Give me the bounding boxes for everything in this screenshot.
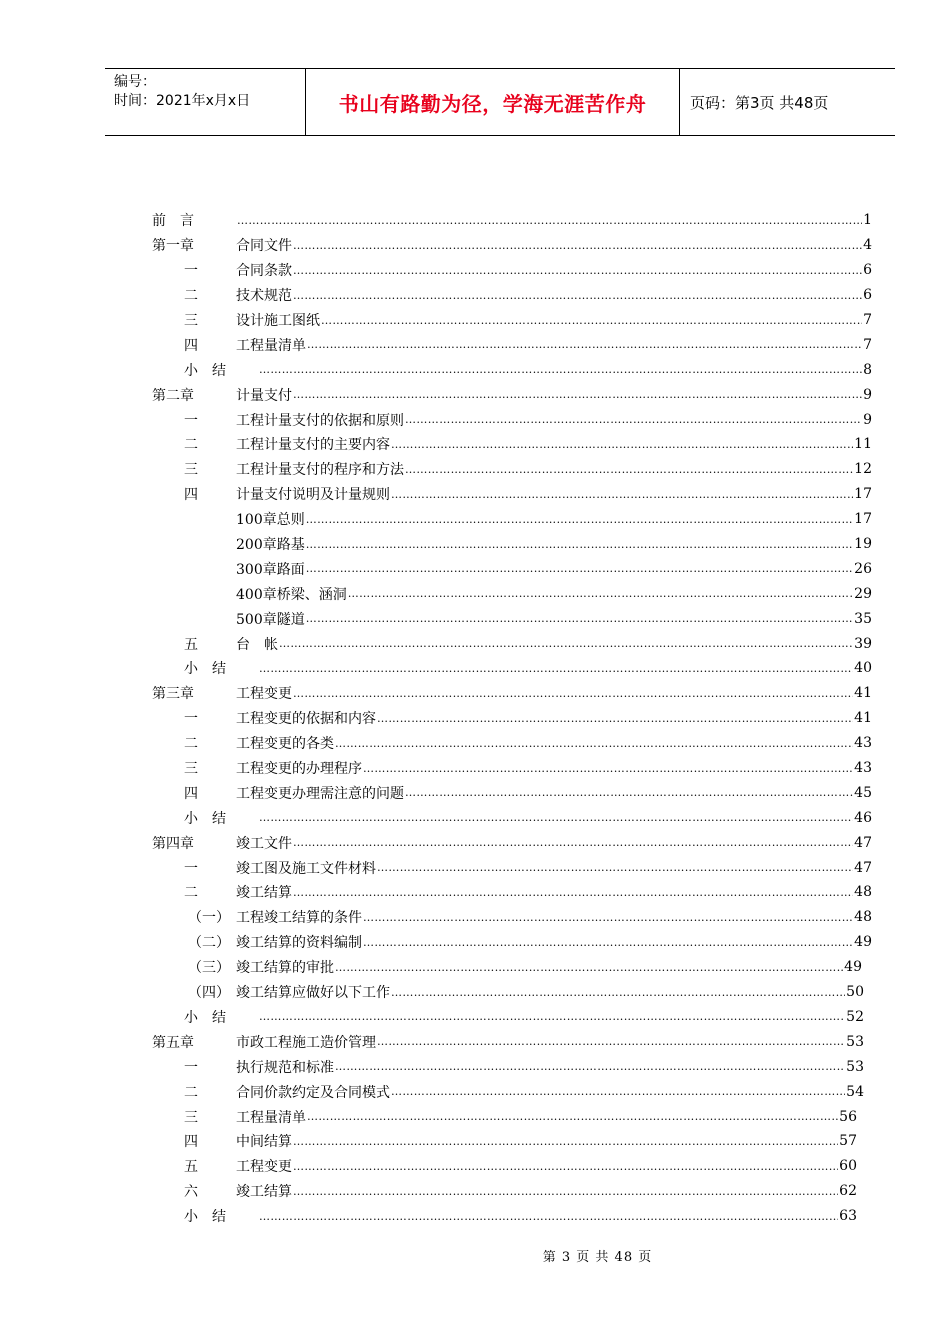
toc-entry-title: 中间结算 [236,1134,292,1151]
toc-entry[interactable] [152,581,872,606]
toc-entry-number: 一 [184,1059,198,1076]
toc-entry-number: 小 结 [184,810,226,827]
toc-entry-page: 56 [839,1108,857,1125]
toc-dot-leader [335,961,843,974]
toc-entry-title: 工程变更的办理程序 [236,761,362,778]
toc-dot-leader [293,886,853,899]
toc-entry-number: 第一章 [152,238,194,255]
toc-entry[interactable] [152,457,872,482]
toc-dot-leader [259,1010,845,1023]
footer-page-number: 第 3 页 共 48 页 [542,1250,653,1265]
toc-entry-number: 二 [184,736,198,753]
toc-entry-number: 二 [184,885,198,902]
toc-entry-number: 一 [184,263,198,280]
toc-entry-title: 市政工程施工造价管理 [236,1034,376,1051]
toc-entry-page: 17 [854,511,872,528]
toc-entry-title: 工程计量支付的程序和方法 [236,462,404,479]
toc-entry-number: 三 [184,313,198,329]
toc-dot-leader [405,463,853,476]
toc-entry-number: 四 [184,785,198,802]
toc-entry-title: 竣工结算 [236,1184,292,1201]
toc-entry-page: 26 [854,560,872,577]
toc-dot-leader [377,712,853,725]
toc-entry[interactable] [152,258,872,283]
toc-entry[interactable] [152,308,872,333]
toc-entry-number: 三 [184,1109,198,1126]
toc-entry-page: 8 [863,361,872,378]
page-footer [0,1246,950,1265]
toc-dot-leader [259,811,853,824]
toc-entry-page: 11 [854,436,872,453]
toc-entry[interactable] [152,855,872,880]
toc-entry[interactable] [152,283,872,308]
toc-entry-number: 二 [184,288,198,305]
toc-entry-page: 49 [844,959,862,976]
toc-entry[interactable] [152,1204,857,1229]
toc-entry[interactable] [152,507,872,532]
toc-dot-leader [377,861,853,874]
toc-dot-leader [335,1060,845,1073]
toc-entry-page: 17 [854,486,872,503]
toc-entry[interactable] [152,731,872,756]
toc-entry-number: 第三章 [152,686,194,703]
toc-entry-page: 43 [854,735,872,752]
toc-entry-number: 小 结 [184,661,226,678]
toc-entry[interactable] [152,955,862,980]
toc-entry-title: 工程竣工结算的条件 [236,910,362,927]
toc-entry-page: 1 [863,212,872,229]
document-time-label: 时间：2021年x月x日 [114,93,251,109]
toc-dot-leader [306,513,853,526]
toc-entry[interactable] [152,880,872,905]
toc-entry-title: 合同价款约定及合同模式 [236,1084,390,1101]
toc-dot-leader [293,687,853,700]
toc-entry-title: 100章总则 [236,512,305,529]
toc-entry[interactable] [152,930,872,955]
toc-entry[interactable] [152,681,872,706]
header-meta [105,69,306,135]
toc-entry-title: 竣工文件 [236,835,292,852]
toc-dot-leader [405,786,853,799]
toc-dot-leader [377,1035,845,1048]
toc-entry-number: 四 [184,1134,198,1151]
toc-entry-page: 39 [854,635,872,652]
toc-entry[interactable] [152,805,872,830]
toc-entry-number: （三） [188,960,230,977]
toc-entry-page: 7 [863,336,872,353]
toc-entry[interactable] [152,1154,857,1179]
toc-entry-number: 三 [184,462,198,479]
toc-entry[interactable] [152,756,872,781]
header-motto: 书山有路勤为径，学海无涯苦作舟 [306,69,680,135]
toc-entry-number: 第二章 [152,387,194,404]
toc-entry-page: 52 [846,1008,864,1025]
toc-entry-number: （一） [188,910,230,927]
toc-entry[interactable] [152,830,872,855]
toc-dot-leader [405,413,862,426]
toc-dot-leader [363,911,853,924]
toc-entry[interactable] [152,1104,857,1129]
toc-entry[interactable] [152,1079,864,1104]
toc-entry-number: 小 结 [184,1009,226,1026]
toc-dot-leader [306,562,853,575]
toc-dot-leader [363,762,853,775]
toc-entry-page: 6 [863,262,872,279]
toc-dot-leader [348,587,853,600]
toc-entry-title: 设计施工图纸 [236,313,320,329]
toc-entry[interactable] [152,1005,864,1030]
toc-dot-leader [306,538,853,551]
toc-entry-page: 63 [839,1208,857,1225]
toc-entry[interactable] [152,631,872,656]
toc-dot-leader [293,289,862,302]
toc-entry[interactable] [152,482,872,507]
toc-dot-leader [363,936,853,949]
toc-entry-number: （二） [188,935,230,952]
toc-dot-leader [293,836,853,849]
toc-dot-leader [306,612,853,625]
toc-entry-title: 400章桥梁、涵洞 [236,586,347,603]
toc-entry-number: （四） [188,985,230,1002]
header-page-info: 页码：第3页 共48页 [690,93,829,112]
toc-entry-page: 54 [846,1083,864,1100]
toc-dot-leader [391,488,853,501]
toc-dot-leader [293,1135,838,1148]
toc-dot-leader [293,239,862,252]
toc-entry-title: 竣工结算 [236,885,292,902]
toc-entry-page: 29 [854,585,872,602]
toc-entry-title: 工程计量支付的主要内容 [236,437,390,454]
toc-entry[interactable] [152,407,872,432]
toc-entry-title: 工程计量支付的依据和原则 [236,412,404,429]
toc-dot-leader [293,264,862,277]
toc-entry-title: 工程变更的各类 [236,736,334,753]
toc-entry-title: 合同文件 [236,238,292,255]
toc-entry[interactable] [152,905,872,930]
toc-entry-title: 200章路基 [236,537,305,554]
toc-entry-number: 一 [184,412,198,429]
toc-entry[interactable] [152,1179,857,1204]
toc-entry-page: 6 [863,287,872,304]
toc-entry-page: 53 [846,1033,864,1050]
toc-entry-page: 43 [854,760,872,777]
toc-entry-page: 41 [854,685,872,702]
toc-entry-page: 9 [863,386,872,403]
toc-entry-number: 五 [184,636,198,653]
toc-entry[interactable] [152,532,872,557]
toc-entry-page: 46 [854,809,872,826]
toc-entry-number: 一 [184,860,198,877]
toc-entry[interactable] [152,656,872,681]
toc-entry-number: 五 [184,1159,198,1176]
toc-entry-title: 工程变更的依据和内容 [236,711,376,728]
toc-entry-title: 竣工结算应做好以下工作 [236,985,390,1002]
toc-entry-title: 工程量清单 [236,337,306,354]
toc-dot-leader [293,1160,838,1173]
toc-entry-title: 竣工结算的审批 [236,960,334,977]
toc-dot-leader [307,338,862,351]
toc-entry[interactable] [152,706,872,731]
toc-dot-leader [259,1210,838,1223]
toc-entry-title: 300章路面 [236,561,305,578]
toc-dot-leader [307,1110,838,1123]
toc-entry[interactable] [152,556,872,581]
toc-entry-number: 第四章 [152,835,194,852]
toc-entry-number: 第五章 [152,1034,194,1051]
toc-entry-page: 12 [854,461,872,478]
toc-entry-title: 工程变更 [236,686,292,703]
toc-entry-title: 工程变更 [236,1159,292,1176]
toc-entry[interactable] [152,1054,864,1079]
toc-entry-title: 计量支付说明及计量规则 [236,487,390,504]
toc-entry-title: 工程变更办理需注意的问题 [236,785,404,802]
toc-entry-number: 四 [184,337,198,354]
toc-entry-page: 9 [863,411,872,428]
toc-entry[interactable] [152,980,864,1005]
toc-entry[interactable] [152,233,872,258]
toc-entry-title: 台 帐 [236,636,278,653]
toc-dot-leader [279,637,853,650]
toc-entry-number: 小 结 [184,362,226,379]
toc-entry[interactable] [152,208,872,233]
toc-entry-page: 47 [854,859,872,876]
toc-entry-title: 竣工图及施工文件材料 [236,860,376,877]
toc-entry[interactable] [152,780,872,805]
toc-entry-page: 45 [854,784,872,801]
toc-entry-number: 四 [184,487,198,504]
toc-entry-title: 技术规范 [236,288,292,305]
toc-entry[interactable] [152,1029,864,1054]
toc-entry-page: 48 [854,884,872,901]
toc-entry-page: 7 [863,312,872,328]
toc-entry-page: 49 [854,934,872,951]
toc-entry-number: 六 [184,1184,198,1201]
toc-entry-title: 执行规范和标准 [236,1059,334,1076]
toc-entry-page: 19 [854,536,872,553]
toc-entry-page: 53 [846,1058,864,1075]
toc-entry[interactable] [152,382,872,407]
toc-entry-page: 41 [854,710,872,727]
toc-entry-page: 47 [854,834,872,851]
toc-entry[interactable] [152,357,872,382]
toc-entry[interactable] [152,332,872,357]
toc-entry-page: 60 [839,1158,857,1175]
toc-entry-page: 50 [846,984,864,1001]
toc-entry-title: 合同条款 [236,263,292,280]
toc-entry-page: 48 [854,909,872,926]
toc-entry-page: 40 [854,660,872,677]
toc-entry[interactable] [152,432,872,457]
toc-dot-leader [391,438,853,451]
toc-entry[interactable] [152,606,872,631]
toc-dot-leader [293,388,862,401]
toc-entry-page: 57 [839,1133,857,1150]
toc-dot-leader [293,1185,838,1198]
toc-entry-title: 竣工结算的资料编制 [236,935,362,952]
toc-entry-page: 35 [854,610,872,627]
toc-entry-page: 62 [839,1183,857,1200]
table-of-contents [152,208,872,1229]
toc-entry-page: 4 [863,237,872,254]
document-number-label: 编号： [114,74,156,90]
toc-dot-leader [259,662,853,675]
toc-dot-leader [391,986,845,999]
toc-entry-title: 工程量清单 [236,1109,306,1126]
toc-entry-number: 二 [184,1084,198,1101]
toc-entry-number: 一 [184,711,198,728]
document-header [105,68,895,136]
toc-dot-leader [259,363,862,376]
toc-entry-number: 前 言 [152,213,194,230]
toc-entry-number: 小 结 [184,1209,226,1226]
toc-entry-number: 三 [184,761,198,778]
toc-entry[interactable] [152,1129,857,1154]
toc-dot-leader [237,214,862,227]
toc-entry-title: 500章隧道 [236,611,305,628]
toc-dot-leader [335,737,853,750]
toc-entry-number: 二 [184,437,198,454]
toc-dot-leader [321,314,862,327]
toc-entry-title: 计量支付 [236,387,292,404]
toc-dot-leader [391,1085,845,1098]
